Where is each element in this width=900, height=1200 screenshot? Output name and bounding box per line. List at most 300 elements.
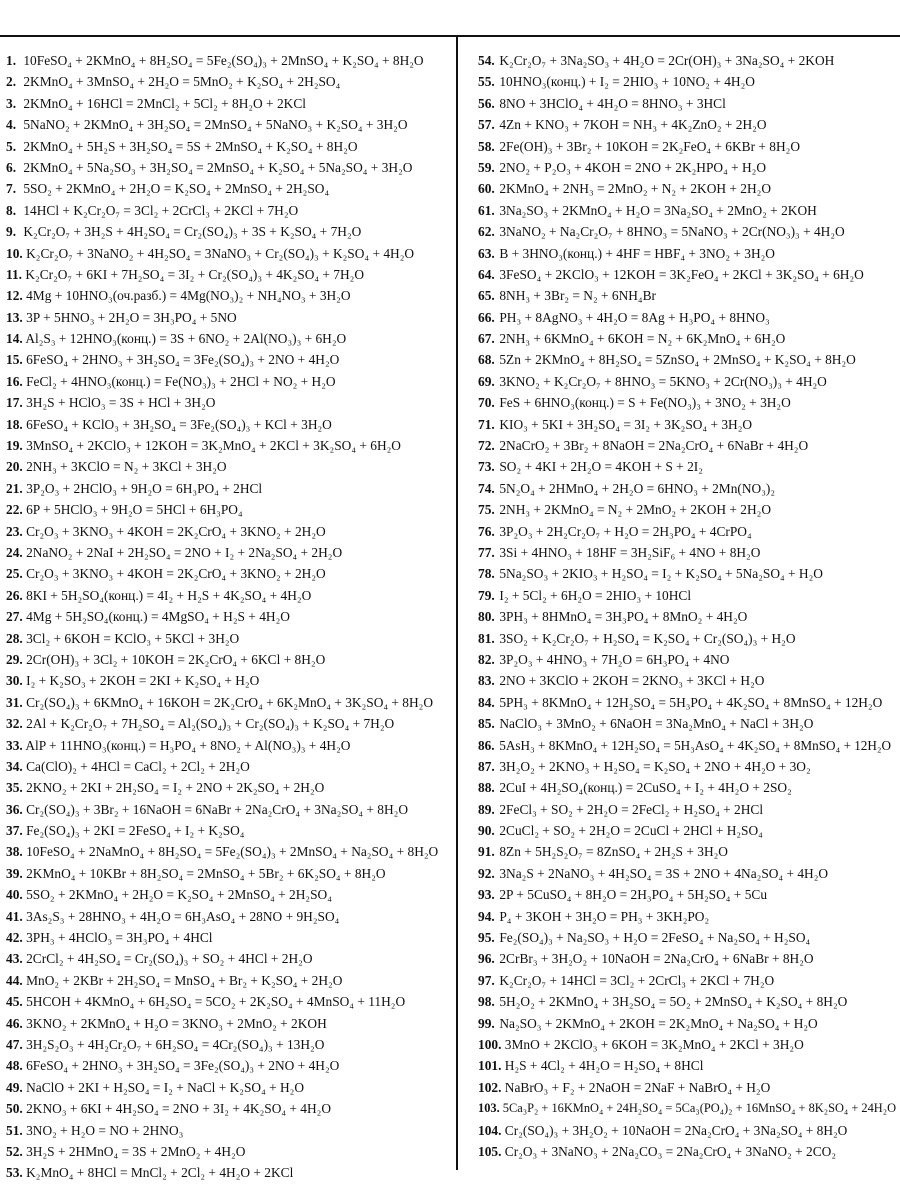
reaction-equation: 5SO₂ + 2KMnO₄ + 2H₂O = K₂SO₄ + 2MnSO₄ + 2H₂SO₄: [26, 887, 332, 903]
reaction-item: [6, 349, 450, 370]
reaction-equation: 2Cr(OH)₃ + 3Cl₂ + 10KOH = 2K₂CrO₄ + 6KCl + 8H₂O: [26, 651, 326, 667]
reaction-equation: 2NH₃ + 2KMnO₄ = N₂ + 2MnO₂ + 2KOH + 2H₂O: [499, 502, 771, 518]
reaction-number: 3.: [6, 95, 17, 111]
reaction-number: 4.: [6, 117, 17, 133]
reaction-number: 40.: [6, 887, 23, 903]
reaction-number: 59.: [478, 159, 495, 175]
reaction-equation: 3P₂O₃ + 2H₂Cr₂O₇ + H₂O = 2H₃PO₄ + 4CrPO₄: [499, 523, 752, 539]
reaction-number: 70.: [478, 395, 495, 411]
reaction-equation: Cr₂(SO₄)₃ + 3H₂O₂ + 10NaOH = 2Na₂CrO₄ + 3Na₂SO₄ + 8H₂O: [504, 1122, 848, 1138]
reaction-item: [478, 1120, 896, 1141]
reaction-equation: 3PH₃ + 4HClO₃ = 3H₃PO₄ + 4HCl: [26, 930, 213, 946]
reaction-number: 13.: [6, 309, 23, 325]
reaction-item: [6, 1120, 450, 1141]
reaction-item: [6, 799, 450, 820]
reaction-item: [478, 1013, 896, 1034]
reaction-number: 11.: [6, 266, 22, 282]
reaction-item: [478, 606, 896, 627]
reaction-item: [6, 628, 450, 649]
reaction-number: 12.: [6, 288, 23, 304]
reaction-number: 46.: [6, 1015, 23, 1031]
reaction-number: 104.: [478, 1122, 502, 1138]
reaction-number: 64.: [478, 266, 495, 282]
reaction-equation: 2CrCl₂ + 4H₂SO₄ = Cr₂(SO₄)₃ + SO₂ + 4HCl + 2H₂O: [26, 951, 313, 967]
reaction-equation: 2NO + 3KClO + 2KOH = 2KNO₃ + 3KCl + H₂O: [499, 673, 765, 689]
reaction-number: 94.: [478, 908, 495, 924]
reaction-number: 55.: [478, 74, 495, 90]
reaction-number: 66.: [478, 309, 495, 325]
reaction-item: [478, 478, 896, 499]
reaction-number: 60.: [478, 181, 495, 197]
right-column: [478, 50, 896, 1162]
reaction-equation: 2NaNO₂ + 2NaI + 2H₂SO₄ = 2NO + I₂ + 2Na₂SO₄ + 2H₂O: [26, 544, 343, 560]
reaction-item: [6, 841, 450, 862]
reaction-equation: 2CrBr₃ + 3H₂O₂ + 10NaOH = 2Na₂CrO₄ + 6NaBr + 8H₂O: [499, 951, 814, 967]
reaction-number: 9.: [6, 224, 17, 240]
reaction-item: [478, 777, 896, 798]
reaction-number: 87.: [478, 758, 495, 774]
reaction-number: 16.: [6, 373, 23, 389]
reaction-number: 82.: [478, 651, 495, 667]
reaction-number: 91.: [478, 844, 495, 860]
reaction-item: [6, 456, 450, 477]
reaction-equation: 3H₂S₂O₃ + 4H₂Cr₂O₇ + 6H₂SO₄ = 4Cr₂(SO₄)₃ + 13H₂O: [26, 1036, 325, 1052]
reaction-number: 75.: [478, 502, 495, 518]
reaction-item: [478, 50, 896, 71]
reaction-number: 103.: [478, 1101, 500, 1116]
reaction-number: 39.: [6, 865, 23, 881]
reaction-number: 7.: [6, 181, 17, 197]
reaction-equation: 2Al + K₂Cr₂O₇ + 7H₂SO₄ = Al₂(SO₄)₃ + Cr₂(SO₄)₃ + K₂SO₄ + 7H₂O: [26, 716, 395, 732]
reaction-equation: 3P₂O₃ + 4HNO₃ + 7H₂O = 6H₃PO₄ + 4NO: [499, 651, 730, 667]
reaction-item: [478, 456, 896, 477]
reaction-number: 8.: [6, 202, 17, 218]
reaction-number: 65.: [478, 288, 495, 304]
reaction-item: [6, 435, 450, 456]
reaction-equation: PH₃ + 8AgNO₃ + 4H₂O = 8Ag + H₃PO₄ + 8HNO₃: [499, 309, 770, 325]
reaction-number: 101.: [478, 1058, 502, 1074]
reaction-equation: NaClO₃ + 3MnO₂ + 6NaOH = 3Na₂MnO₄ + NaCl + 3H₂O: [499, 716, 814, 732]
reaction-equation: SO₂ + 4KI + 2H₂O = 4KOH + S + 2I₂: [499, 459, 703, 475]
reaction-equation: 2KMnO₄ + 2NH₃ = 2MnO₂ + N₂ + 2KOH + 2H₂O: [499, 181, 771, 197]
reaction-item: [478, 1034, 896, 1055]
reaction-number: 69.: [478, 373, 495, 389]
reaction-item: [6, 1013, 450, 1034]
reaction-number: 43.: [6, 951, 23, 967]
reaction-item: [478, 585, 896, 606]
reaction-item: [6, 713, 450, 734]
reaction-equation: 6P + 5HClO₃ + 9H₂O = 5HCl + 6H₃PO₄: [26, 502, 243, 518]
reaction-number: 48.: [6, 1058, 23, 1074]
reaction-number: 25.: [6, 566, 23, 582]
reaction-item: [6, 50, 450, 71]
reaction-equation: 3MnSO₄ + 2KClO₃ + 12KOH = 3K₂MnO₄ + 2KCl + 3K₂SO₄ + 6H₂O: [26, 438, 401, 454]
reaction-equation: K₂Cr₂O₇ + 3H₂S + 4H₂SO₄ = Cr₂(SO₄)₃ + 3S + K₂SO₄ + 7H₂O: [23, 224, 362, 240]
reaction-number: 72.: [478, 438, 495, 454]
reaction-equation: 3MnO + 2KClO₃ + 6KOH = 3K₂MnO₄ + 2KCl + 3H₂O: [504, 1036, 804, 1052]
reaction-number: 90.: [478, 823, 495, 839]
reaction-number: 14.: [6, 331, 23, 347]
reaction-equation: 3KNO₂ + K₂Cr₂O₇ + 8HNO₃ = 5KNO₃ + 2Cr(NO₃)₃ + 4H₂O: [499, 373, 827, 389]
reaction-equation: 2KMnO₄ + 16HCl = 2MnCl₂ + 5Cl₂ + 8H₂O + 2KCl: [23, 95, 306, 111]
reaction-item: [6, 243, 450, 264]
reaction-item: [6, 414, 450, 435]
reaction-equation: 3SO₂ + K₂Cr₂O₇ + H₂SO₄ = K₂SO₄ + Cr₂(SO₄)₃ + H₂O: [499, 630, 796, 646]
reaction-equation: H₂S + 4Cl₂ + 4H₂O = H₂SO₄ + 8HCl: [504, 1058, 704, 1074]
reaction-item: [6, 863, 450, 884]
reaction-equation: 10FeSO₄ + 2NaMnO₄ + 8H₂SO₄ = 5Fe₂(SO₄)₃ + 2MnSO₄ + Na₂SO₄ + 8H₂O: [26, 844, 439, 860]
reaction-equation: 2P + 5CuSO₄ + 8H₂O = 2H₃PO₄ + 5H₂SO₄ + 5Cu: [499, 887, 768, 903]
reaction-item: [6, 521, 450, 542]
reaction-item: [478, 200, 896, 221]
reaction-equation: 2KNO₃ + 6KI + 4H₂SO₄ = 2NO + 3I₂ + 4K₂SO₄ + 4H₂O: [26, 1101, 331, 1117]
reaction-number: 49.: [6, 1079, 23, 1095]
reaction-item: [478, 435, 896, 456]
reaction-item: [6, 499, 450, 520]
reaction-item: [478, 991, 896, 1012]
reaction-number: 36.: [6, 801, 23, 817]
reaction-equation: FeCl₂ + 4HNO₃(конц.) = Fe(NO₃)₃ + 2HCl + NO₂ + H₂O: [26, 373, 336, 389]
reaction-number: 56.: [478, 95, 495, 111]
reaction-equation: 2CuCl₂ + SO₂ + 2H₂O = 2CuCl + 2HCl + H₂SO₄: [499, 823, 763, 839]
reaction-equation: 4Mg + 5H₂SO₄(конц.) = 4MgSO₄ + H₂S + 4H₂O: [26, 609, 290, 625]
reaction-item: [478, 906, 896, 927]
reaction-equation: 5PH₃ + 8KMnO₄ + 12H₂SO₄ = 5H₃PO₄ + 4K₂SO₄ + 8MnSO₄ + 12H₂O: [499, 694, 883, 710]
reaction-number: 28.: [6, 630, 23, 646]
reaction-equation: 8NO + 3HClO₄ + 4H₂O = 8HNO₃ + 3HCl: [499, 95, 726, 111]
reaction-item: [478, 735, 896, 756]
reaction-item: [478, 1055, 896, 1076]
reaction-number: 83.: [478, 673, 495, 689]
reaction-equation: 5SO₂ + 2KMnO₄ + 2H₂O = K₂SO₄ + 2MnSO₄ + 2H₂SO₄: [23, 181, 330, 197]
reaction-equation: 10FeSO₄ + 2KMnO₄ + 8H₂SO₄ = 5Fe₂(SO₄)₃ + 2MnSO₄ + K₂SO₄ + 8H₂O: [23, 53, 424, 68]
reaction-number: 61.: [478, 202, 495, 218]
reaction-item: [6, 542, 450, 563]
top-rule: [0, 35, 900, 37]
reaction-equation: 2NH₃ + 3KClO = N₂ + 3KCl + 3H₂O: [26, 459, 227, 475]
reaction-equation: K₂Cr₂O₇ + 3NaNO₂ + 4H₂SO₄ = 3NaNO₃ + Cr₂(SO₄)₃ + K₂SO₄ + 4H₂O: [26, 245, 415, 261]
reaction-number: 77.: [478, 544, 495, 560]
reaction-item: [6, 927, 450, 948]
reaction-equation: 8NH₃ + 3Br₂ = N₂ + 6NH₄Br: [499, 288, 656, 304]
reaction-equation: Cr₂O₃ + 3NaNO₃ + 2Na₂CO₃ = 2Na₂CrO₄ + 3NaNO₂ + 2CO₂: [504, 1143, 836, 1159]
reaction-equation: Na₂SO₃ + 2KMnO₄ + 2KOH = 2K₂MnO₄ + Na₂SO₄ + H₂O: [499, 1015, 818, 1031]
reaction-item: [6, 906, 450, 927]
reaction-item: [478, 841, 896, 862]
reaction-equation: 6FeSO₄ + 2HNO₃ + 3H₂SO₄ = 3Fe₂(SO₄)₃ + 2NO + 4H₂O: [26, 352, 340, 368]
reaction-number: 96.: [478, 951, 495, 967]
reaction-number: 6.: [6, 159, 17, 175]
reaction-equation: 3NO₂ + H₂O = NO + 2HNO₃: [26, 1122, 184, 1138]
reaction-item: [6, 756, 450, 777]
reaction-number: 29.: [6, 651, 23, 667]
reaction-number: 95.: [478, 930, 495, 946]
reaction-equation: 2KMnO₄ + 10KBr + 8H₂SO₄ = 2MnSO₄ + 5Br₂ + 6K₂SO₄ + 8H₂O: [26, 865, 386, 881]
reaction-item: [6, 178, 450, 199]
reaction-equation: NaBrO₃ + F₂ + 2NaOH = 2NaF + NaBrO₄ + H₂O: [504, 1079, 771, 1095]
reaction-equation: 4Zn + KNO₃ + 7KOH = NH₃ + 4K₂ZnO₂ + 2H₂O: [499, 117, 767, 133]
reaction-equation: 6FeSO₄ + KClO₃ + 3H₂SO₄ = 3Fe₂(SO₄)₃ + KCl + 3H₂O: [26, 416, 332, 432]
reaction-equation: 3KNO₂ + 2KMnO₄ + H₂O = 3KNO₃ + 2MnO₂ + 2KOH: [26, 1015, 327, 1031]
reaction-item: [6, 221, 450, 242]
reaction-item: [6, 114, 450, 135]
reaction-item: [6, 71, 450, 92]
reaction-number: 92.: [478, 865, 495, 881]
reaction-item: [6, 884, 450, 905]
reaction-item: [478, 1098, 896, 1119]
reaction-item: [6, 307, 450, 328]
reaction-number: 105.: [478, 1143, 502, 1159]
reaction-item: [6, 1098, 450, 1119]
reaction-number: 42.: [6, 930, 23, 946]
reaction-item: [6, 285, 450, 306]
reaction-number: 67.: [478, 331, 495, 347]
reaction-item: [6, 328, 450, 349]
reaction-number: 68.: [478, 352, 495, 368]
reaction-equation: P₄ + 3KOH + 3H₂O = PH₃ + 3KH₂PO₂: [499, 908, 710, 924]
reaction-number: 81.: [478, 630, 495, 646]
reaction-number: 54.: [478, 53, 495, 68]
reaction-item: [6, 392, 450, 413]
reaction-equation: 2CuI + 4H₂SO₄(конц.) = 2CuSO₄ + I₂ + 4H₂O + 2SO₂: [499, 780, 792, 796]
reaction-item: [478, 756, 896, 777]
reaction-equation: 5NaNO₂ + 2KMnO₄ + 3H₂SO₄ = 2MnSO₄ + 5NaNO₃ + K₂SO₄ + 3H₂O: [23, 117, 408, 133]
reaction-item: [478, 563, 896, 584]
reaction-item: [6, 478, 450, 499]
reaction-equation: 3Cl₂ + 6KOH = KClO₃ + 5KCl + 3H₂O: [26, 630, 240, 646]
reaction-equation: 10HNO₃(конц.) + I₂ = 2HIO₃ + 10NO₂ + 4H₂O: [499, 74, 755, 90]
reaction-item: [6, 200, 450, 221]
reaction-equation: 3H₂S + 2HMnO₄ = 3S + 2MnO₂ + 4H₂O: [26, 1143, 246, 1159]
reaction-equation: 2NO₂ + P₂O₃ + 4KOH = 2NO + 2K₂HPO₄ + H₂O: [499, 159, 766, 175]
reaction-number: 37.: [6, 823, 23, 839]
reaction-number: 100.: [478, 1036, 502, 1052]
reaction-number: 51.: [6, 1122, 23, 1138]
reaction-item: [6, 670, 450, 691]
reaction-item: [478, 264, 896, 285]
reaction-item: [6, 157, 450, 178]
reaction-number: 31.: [6, 694, 23, 710]
reaction-item: [478, 307, 896, 328]
reaction-item: [6, 264, 450, 285]
reaction-item: [478, 521, 896, 542]
reaction-equation: 3Na₂S + 2NaNO₃ + 4H₂SO₄ = 3S + 2NO + 4Na₂SO₄ + 4H₂O: [499, 865, 829, 881]
reaction-number: 53.: [6, 1165, 23, 1181]
reaction-equation: 3H₂O₂ + 2KNO₃ + H₂SO₄ = K₂SO₄ + 2NO + 4H₂O + 3O₂: [499, 758, 811, 774]
reaction-number: 1.: [6, 53, 17, 68]
reaction-equation: 2KMnO₄ + 3MnSO₄ + 2H₂O = 5MnO₂ + K₂SO₄ + 2H₂SO₄: [23, 74, 341, 90]
reaction-item: [6, 1034, 450, 1055]
reaction-item: [478, 349, 896, 370]
reaction-item: [478, 243, 896, 264]
reaction-equation: Ca(ClO)₂ + 4HCl = CaCl₂ + 2Cl₂ + 2H₂O: [26, 758, 250, 774]
reaction-number: 78.: [478, 566, 495, 582]
reaction-number: 85.: [478, 716, 495, 732]
reaction-item: [6, 777, 450, 798]
reaction-equation: Fe₂(SO₄)₃ + 2KI = 2FeSO₄ + I₂ + K₂SO₄: [26, 823, 245, 839]
reaction-equation: 3As₂S₃ + 28HNO₃ + 4H₂O = 6H₃AsO₄ + 28NO + 9H₂SO₄: [26, 908, 340, 924]
reaction-equation: 3NaNO₂ + Na₂Cr₂O₇ + 8HNO₃ = 5NaNO₃ + 2Cr(NO₃)₃ + 4H₂O: [499, 224, 845, 240]
reaction-item: [6, 1055, 450, 1076]
reaction-number: 17.: [6, 395, 23, 411]
reaction-equation: KIO₃ + 5KI + 3H₂SO₄ = 3I₂ + 3K₂SO₄ + 3H₂O: [499, 416, 753, 432]
reaction-item: [478, 948, 896, 969]
reaction-number: 76.: [478, 523, 495, 539]
reaction-number: 73.: [478, 459, 495, 475]
reaction-item: [478, 692, 896, 713]
reaction-number: 63.: [478, 245, 495, 261]
reaction-item: [6, 585, 450, 606]
reaction-equation: Fe₂(SO₄)₃ + Na₂SO₃ + H₂O = 2FeSO₄ + Na₂SO₄ + H₂SO₄: [499, 930, 811, 946]
reaction-item: [6, 991, 450, 1012]
reaction-equation: 2NaCrO₂ + 3Br₂ + 8NaOH = 2Na₂CrO₄ + 6NaBr + 4H₂O: [499, 438, 809, 454]
reaction-equation: 5HCOH + 4KMnO₄ + 6H₂SO₄ = 5CO₂ + 2K₂SO₄ + 4MnSO₄ + 11H₂O: [26, 994, 406, 1010]
reaction-equation: 8KI + 5H₂SO₄(конц.) = 4I₂ + H₂S + 4K₂SO₄ + 4H₂O: [26, 587, 312, 603]
reaction-equation: 2FeCl₃ + SO₂ + 2H₂O = 2FeCl₂ + H₂SO₄ + 2HCl: [499, 801, 764, 817]
reaction-item: [478, 499, 896, 520]
reaction-equation: Cr₂O₃ + 3KNO₃ + 4KOH = 2K₂CrO₄ + 3KNO₂ + 2H₂O: [26, 523, 326, 539]
reaction-equation: 3P + 5HNO₃ + 2H₂O = 3H₃PO₄ + 5NO: [26, 309, 237, 325]
reaction-item: [478, 114, 896, 135]
reaction-number: 41.: [6, 908, 23, 924]
reaction-item: [478, 71, 896, 92]
reaction-number: 99.: [478, 1015, 495, 1031]
reaction-number: 35.: [6, 780, 23, 796]
reaction-item: [6, 970, 450, 991]
reaction-number: 20.: [6, 459, 23, 475]
left-column: [6, 50, 450, 1184]
reaction-item: [6, 1162, 450, 1183]
reaction-equation: 5Zn + 2KMnO₄ + 8H₂SO₄ = 5ZnSO₄ + 2MnSO₄ + K₂SO₄ + 8H₂O: [499, 352, 856, 368]
reaction-item: [478, 371, 896, 392]
reaction-equation: 14HCl + K₂Cr₂O₇ = 3Cl₂ + 2CrCl₃ + 2KCl + 7H₂O: [23, 202, 299, 218]
reaction-equation: 5Na₂SO₃ + 2KIO₃ + H₂SO₄ = I₂ + K₂SO₄ + 5Na₂SO₄ + H₂O: [499, 566, 823, 582]
reaction-item: [478, 178, 896, 199]
reaction-number: 98.: [478, 994, 495, 1010]
reaction-equation: 2KMnO₄ + 5H₂S + 3H₂SO₄ = 5S + 2MnSO₄ + K₂SO₄ + 8H₂O: [23, 138, 358, 154]
reaction-number: 19.: [6, 438, 23, 454]
reaction-number: 58.: [478, 138, 495, 154]
reaction-item: [6, 692, 450, 713]
reaction-equation: I₂ + K₂SO₃ + 2KOH = 2KI + K₂SO₄ + H₂O: [26, 673, 260, 689]
reaction-equation: K₂Cr₂O₇ + 14HCl = 3Cl₂ + 2CrCl₃ + 2KCl + 7H₂O: [499, 972, 775, 988]
reaction-item: [478, 157, 896, 178]
reaction-number: 79.: [478, 587, 495, 603]
reaction-number: 86.: [478, 737, 495, 753]
column-divider: [456, 35, 458, 1170]
reaction-equation: I₂ + 5Cl₂ + 6H₂O = 2HIO₃ + 10HCl: [499, 587, 692, 603]
reaction-item: [6, 563, 450, 584]
reaction-item: [478, 1077, 896, 1098]
reaction-number: 52.: [6, 1143, 23, 1159]
reaction-number: 44.: [6, 972, 23, 988]
reaction-item: [6, 948, 450, 969]
reaction-equation: 5N₂O₄ + 2HMnO₄ + 2H₂O = 6HNO₃ + 2Mn(NO₃)₂: [499, 480, 775, 496]
reaction-item: [478, 820, 896, 841]
reaction-number: 71.: [478, 416, 495, 432]
reaction-item: [478, 1141, 896, 1162]
reaction-item: [478, 136, 896, 157]
reaction-item: [478, 221, 896, 242]
reaction-number: 2.: [6, 74, 17, 90]
reaction-item: [6, 1141, 450, 1162]
reaction-equation: 3Si + 4HNO₃ + 18HF = 3H₂SiF₆ + 4NO + 8H₂O: [499, 544, 761, 560]
reaction-item: [6, 820, 450, 841]
reaction-equation: B + 3HNO₃(конц.) + 4HF = HBF₄ + 3NO₂ + 3H₂O: [499, 245, 775, 261]
reaction-number: 97.: [478, 972, 495, 988]
reaction-number: 10.: [6, 245, 23, 261]
reaction-equation: 2KNO₂ + 2KI + 2H₂SO₄ = I₂ + 2NO + 2K₂SO₄ + 2H₂O: [26, 780, 325, 796]
reaction-equation: K₂Cr₂O₇ + 3Na₂SO₃ + 4H₂O = 2Cr(OH)₃ + 3Na₂SO₄ + 2KOH: [499, 53, 835, 68]
reaction-number: 62.: [478, 224, 495, 240]
reaction-item: [478, 799, 896, 820]
reaction-number: 45.: [6, 994, 23, 1010]
reaction-number: 18.: [6, 416, 23, 432]
reaction-number: 27.: [6, 609, 23, 625]
reaction-equation: 3H₂S + HClO₃ = 3S + HCl + 3H₂O: [26, 395, 216, 411]
reaction-equation: AlP + 11HNO₃(конц.) = H₃PO₄ + 8NO₂ + Al(NO₃)₃ + 4H₂O: [25, 737, 351, 753]
reaction-equation: 5Ca₃P₂ + 16KMnO₄ + 24H₂SO₄ = 5Ca₃(PO₄)₂ + 16MnSO₄ + 8K₂SO₄ + 24H₂O: [502, 1101, 896, 1116]
reaction-number: 33.: [6, 737, 23, 753]
reaction-number: 47.: [6, 1036, 23, 1052]
reaction-number: 84.: [478, 694, 495, 710]
reaction-number: 80.: [478, 609, 495, 625]
reaction-number: 38.: [6, 844, 23, 860]
reaction-item: [478, 927, 896, 948]
reaction-equation: 3Na₂SO₃ + 2KMnO₄ + H₂O = 3Na₂SO₄ + 2MnO₂ + 2KOH: [499, 202, 817, 218]
reaction-equation: 3PH₃ + 8HMnO₄ = 3H₃PO₄ + 8MnO₂ + 4H₂O: [499, 609, 748, 625]
reaction-item: [478, 414, 896, 435]
reaction-number: 30.: [6, 673, 23, 689]
reaction-equation: Cr₂O₃ + 3KNO₃ + 4KOH = 2K₂CrO₄ + 3KNO₂ + 2H₂O: [26, 566, 326, 582]
reaction-number: 50.: [6, 1101, 23, 1117]
reaction-number: 102.: [478, 1079, 502, 1095]
reaction-equation: 2Fe(OH)₃ + 3Br₂ + 10KOH = 2K₂FeO₄ + 6KBr + 8H₂O: [499, 138, 800, 154]
reaction-number: 32.: [6, 716, 23, 732]
reaction-item: [478, 884, 896, 905]
reaction-equation: 5H₂O₂ + 2KMnO₄ + 3H₂SO₄ = 5O₂ + 2MnSO₄ + K₂SO₄ + 8H₂O: [499, 994, 848, 1010]
reaction-equation: K₂Cr₂O₇ + 6KI + 7H₂SO₄ = 3I₂ + Cr₂(SO₄)₃ + 4K₂SO₄ + 7H₂O: [25, 266, 365, 282]
reaction-item: [6, 136, 450, 157]
reaction-number: 22.: [6, 502, 23, 518]
reaction-number: 23.: [6, 523, 23, 539]
reaction-item: [478, 628, 896, 649]
reaction-equation: Al₂S₃ + 12HNO₃(конц.) = 3S + 6NO₂ + 2Al(NO₃)₃ + 6H₂O: [25, 331, 347, 347]
reaction-item: [6, 371, 450, 392]
reaction-number: 24.: [6, 544, 23, 560]
reaction-item: [478, 970, 896, 991]
reaction-equation: Cr₂(SO₄)₃ + 6KMnO₄ + 16KOH = 2K₂CrO₄ + 6K₂MnO₄ + 3K₂SO₄ + 8H₂O: [26, 694, 433, 710]
reaction-number: 93.: [478, 887, 495, 903]
reaction-equation: 5AsH₃ + 8KMnO₄ + 12H₂SO₄ = 5H₃AsO₄ + 4K₂SO₄ + 8MnSO₄ + 12H₂O: [499, 737, 892, 753]
reaction-item: [478, 93, 896, 114]
reaction-item: [6, 1077, 450, 1098]
reaction-number: 15.: [6, 352, 23, 368]
reaction-number: 74.: [478, 480, 495, 496]
reaction-equation: NaClO + 2KI + H₂SO₄ = I₂ + NaCl + K₂SO₄ + H₂O: [26, 1079, 305, 1095]
reaction-number: 88.: [478, 780, 495, 796]
reaction-number: 57.: [478, 117, 495, 133]
reaction-equation: 8Zn + 5H₂S₂O₇ = 8ZnSO₄ + 2H₂S + 3H₂O: [499, 844, 728, 860]
reaction-equation: 4Mg + 10HNO₃(оч.разб.) = 4Mg(NO₃)₂ + NH₄NO₃ + 3H₂O: [26, 288, 351, 304]
reaction-number: 21.: [6, 480, 23, 496]
reaction-equation: MnO₂ + 2KBr + 2H₂SO₄ = MnSO₄ + Br₂ + K₂SO₄ + 2H₂O: [26, 972, 343, 988]
reaction-equation: 6FeSO₄ + 2HNO₃ + 3H₂SO₄ = 3Fe₂(SO₄)₃ + 2NO + 4H₂O: [26, 1058, 340, 1074]
reaction-equation: 2NH₃ + 6KMnO₄ + 6KOH = N₂ + 6K₂MnO₄ + 6H₂O: [499, 331, 786, 347]
reaction-equation: 3P₂O₃ + 2HClO₃ + 9H₂O = 6H₃PO₄ + 2HCl: [26, 480, 263, 496]
reaction-item: [6, 606, 450, 627]
reaction-equation: Cr₂(SO₄)₃ + 3Br₂ + 16NaOH = 6NaBr + 2Na₂CrO₄ + 3Na₂SO₄ + 8H₂O: [26, 801, 408, 817]
